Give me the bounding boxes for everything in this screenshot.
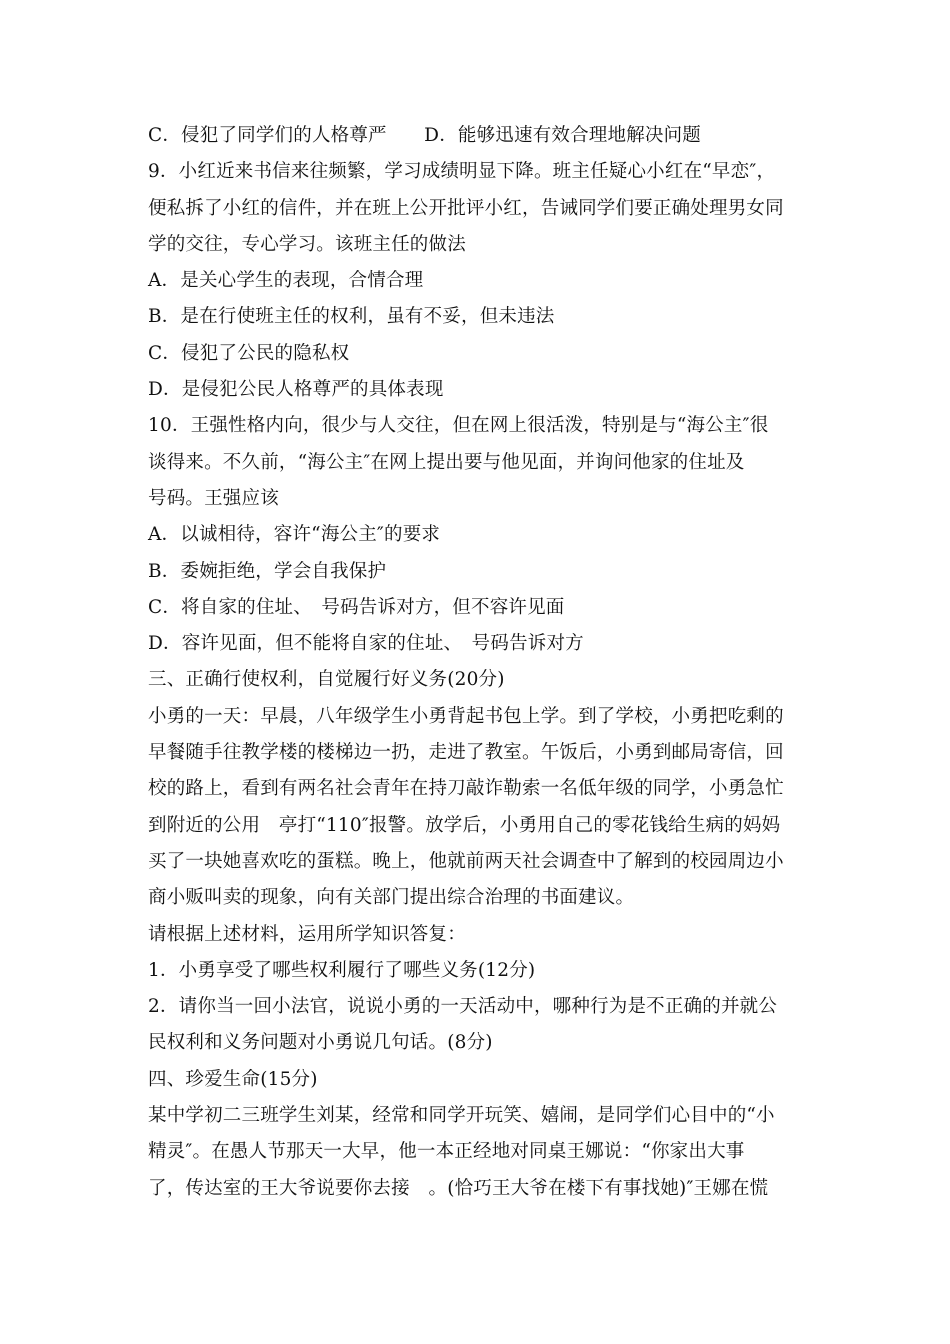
sub-question-1: 1．小勇享受了哪些权利履行了哪些义务(12分) <box>148 959 536 981</box>
section-heading: 四、珍爱生命(15分) <box>148 1068 318 1090</box>
question-9-line: 学的交往，专心学习。该班主任的做法 <box>148 233 466 255</box>
passage-line: 精灵″。在愚人节那天一大早，他一本正经地对同桌王娜说：“你家出大事 <box>148 1141 745 1163</box>
question-9-line: 便私拆了小红的信件，并在班上公开批评小红，告诫同学们要正确处理男女同 <box>148 197 784 219</box>
option-b: B．委婉拒绝，学会自我保护 <box>148 560 387 582</box>
section-heading: 三、正确行使权利，自觉履行好义务(20分) <box>148 669 505 691</box>
option-c: C．将自家的住址、 号码告诉对方，但不容许见面 <box>148 596 565 618</box>
passage-line: 了，传达室的王大爷说要你去接 。(恰巧王大爷在楼下有事找她)″王娜在慌 <box>148 1177 769 1199</box>
passage-line: 早餐随手往教学楼的楼梯边一扔，走进了教室。午饭后，小勇到邮局寄信，回 <box>148 742 784 764</box>
option-b: B．是在行使班主任的权利，虽有不妥，但未违法 <box>148 306 555 328</box>
question-10-line: 谈得来。不久前，“海公主″在网上提出要与他见面，并询问他家的住址及 <box>148 451 745 473</box>
option-d: D．是侵犯公民人格尊严的具体表现 <box>148 379 444 401</box>
sub-question-2: 2．请你当一回小法官，说说小勇的一天活动中，哪种行为是不正确的并就公 <box>148 996 778 1018</box>
passage-line: 小勇的一天：早晨，八年级学生小勇背起书包上学。到了学校，小勇把吃剩的 <box>148 705 784 727</box>
question-10-line: 号码。王强应该 <box>148 487 279 509</box>
passage-line: 某中学初二三班学生刘某，经常和同学开玩笑、嬉闹，是同学们心目中的“小 <box>148 1105 775 1127</box>
question-9-line: 9．小红近来书信来往频繁，学习成绩明显下降。班主任疑心小红在“早恋″， <box>148 161 776 183</box>
instruction-line: 请根据上述材料，运用所学知识答复： <box>148 923 466 945</box>
passage-line: 校的路上，看到有两名社会青年在持刀敲诈勒索一名低年级的同学，小勇急忙 <box>148 778 784 800</box>
option-c: C．侵犯了公民的隐私权 <box>148 342 350 364</box>
option-line: C．侵犯了同学们的人格尊严 D．能够迅速有效合理地解决问题 <box>148 125 701 146</box>
passage-line: 到附近的公用 亭打“110″报警。放学后，小勇用自己的零花钱给生病的妈妈 <box>148 814 781 836</box>
passage-line: 买了一块她喜欢吃的蛋糕。晚上，他就前两天社会调查中了解到的校园周边小 <box>148 850 784 872</box>
question-10-line: 10．王强性格内向，很少与人交往，但在网上很活泼，特别是与“海公主″很 <box>148 415 769 437</box>
sub-question-2: 民权利和义务问题对小勇说几句话。(8分) <box>148 1032 493 1054</box>
passage-line: 商小贩叫卖的现象，向有关部门提出综合治理的书面建议。 <box>148 887 635 909</box>
option-a: A．是关心学生的表现，合情合理 <box>148 270 424 292</box>
option-d: D．容许见面，但不能将自家的住址、 号码告诉对方 <box>148 633 584 655</box>
document-page <box>148 118 808 1207</box>
option-a: A．以诚相待，容许“海公主″的要求 <box>148 524 441 546</box>
